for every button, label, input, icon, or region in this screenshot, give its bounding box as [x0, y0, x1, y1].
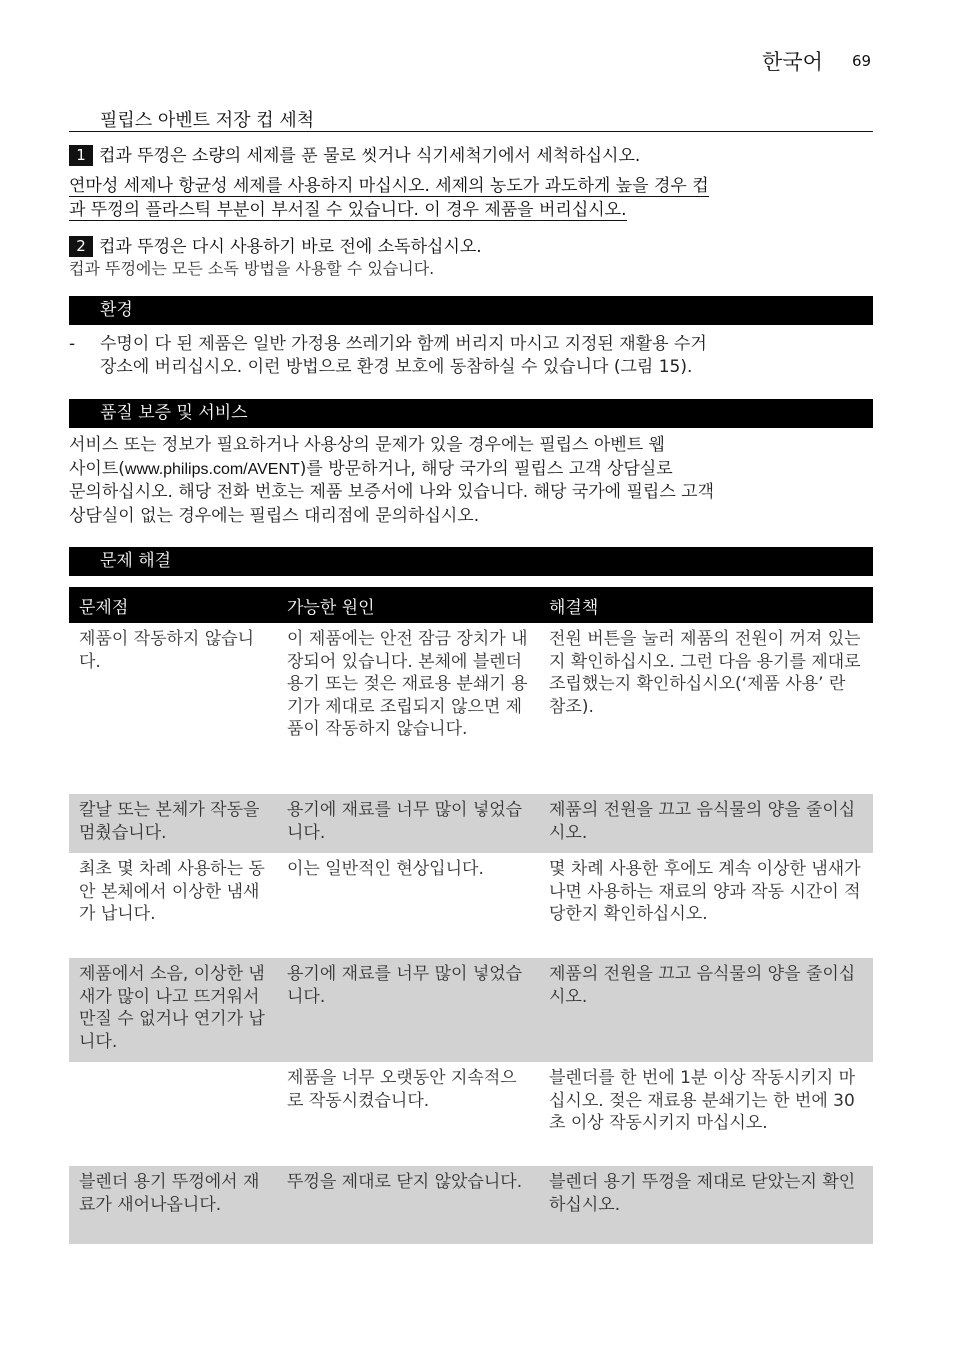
warranty-line-1: 서비스 또는 정보가 필요하거나 사용상의 문제가 있을 경우에는 필립스 아벤트 웹 — [69, 435, 665, 455]
warranty-text — [69, 434, 714, 528]
table-row — [69, 794, 873, 853]
cause-cell: 용기에 재료를 너무 많이 넣었습니다. — [277, 794, 539, 853]
problem-cell: 칼날 또는 본체가 작동을 멈췄습니다. — [69, 794, 277, 853]
warranty-line-4: 상담실이 없는 경우에는 필립스 대리점에 문의하십시오. — [69, 505, 480, 526]
cause-cell: 이는 일반적인 현상입니다. — [287, 859, 484, 879]
environment-text — [100, 333, 875, 379]
cause-cell: 제품을 너무 오랫동안 지속적으로 작동시켰습니다. — [287, 1068, 517, 1111]
step-number-badge: 2 — [69, 236, 93, 257]
warranty-section-bar — [69, 399, 873, 428]
environment-section-title: 환경 — [100, 300, 133, 320]
table-row — [69, 623, 873, 794]
solution-cell: 블렌더 용기 뚜껑을 제대로 닫았는지 확인하십시오. — [539, 1166, 873, 1244]
problem-cell: 제품에서 소음, 이상한 냄새가 많이 나고 뜨거워서 만질 수 없거나 연기가 납니다. — [69, 958, 277, 1062]
problem-cell — [69, 1062, 277, 1166]
solution-cell: 전원 버튼을 눌러 제품의 전원이 꺼져 있는지 확인하십시오. 그런 다음 용기를 제대로 조립했는지 확인하십시오(‘제품 사용’ 란 참조). — [549, 629, 861, 717]
solution-cell: 제품의 전원을 끄고 음식물의 양을 줄이십시오. — [539, 794, 873, 853]
step-2-text: 컵과 뚜껑은 다시 사용하기 바로 전에 소독하십시오. — [99, 237, 482, 257]
solution-cell: 몇 차례 사용한 후에도 계속 이상한 냄새가 나면 사용하는 재료의 양과 작동 시간이 적당한지 확인하십시오. — [549, 859, 861, 924]
section-divider — [69, 131, 873, 132]
warning-text — [69, 174, 709, 222]
cause-cell: 용기에 재료를 너무 많이 넣었습니다. — [277, 958, 539, 1062]
table-row — [69, 1062, 873, 1166]
cleaning-section-title: 필립스 아벤트 저장 컵 세척 — [100, 110, 315, 131]
warranty-line-3: 문의하십시오. 해당 전화 번호는 제품 보증서에 나와 있습니다. 해당 국가에 필립스 고객 — [69, 482, 715, 502]
step-1 — [69, 141, 640, 166]
troubleshooting-section-title: 문제 해결 — [100, 551, 172, 571]
column-header-problem: 문제점 — [69, 587, 277, 623]
bullet-dash: - — [69, 334, 76, 354]
page-number: 69 — [852, 52, 872, 70]
warning-line-1: 연마성 세제나 항균성 세제를 사용하지 마십시오. 세제의 농도가 과도하게 높을 경우 컵 — [69, 176, 709, 196]
language-label: 한국어 — [762, 50, 823, 74]
table-header-row — [69, 587, 873, 623]
table-row — [69, 958, 873, 1062]
step-number-badge: 1 — [69, 145, 93, 166]
table-row — [69, 853, 873, 958]
environment-line-1: 수명이 다 된 제품은 일반 가정용 쓰레기와 함께 버리지 마시고 지정된 재활용 수거 — [100, 334, 707, 354]
column-header-cause: 가능한 원인 — [277, 587, 539, 623]
cause-cell: 뚜껑을 제대로 닫지 않았습니다. — [277, 1166, 539, 1244]
solution-cell: 제품의 전원을 끄고 음식물의 양을 줄이십시오. — [539, 958, 873, 1062]
step-2 — [69, 232, 482, 257]
problem-cell: 최초 몇 차례 사용하는 동안 본체에서 이상한 냄새가 납니다. — [79, 859, 265, 924]
problem-cell: 블렌더 용기 뚜껑에서 재료가 새어나옵니다. — [69, 1166, 277, 1244]
environment-line-2: 장소에 버리십시오. 이런 방법으로 환경 보호에 동참하실 수 있습니다 (그림 15). — [100, 357, 693, 377]
warranty-line-2-pre: 사이트( — [69, 458, 125, 479]
step-1-text: 컵과 뚜껑은 소량의 세제를 푼 물로 씻거나 식기세척기에서 세척하십시오. — [99, 146, 641, 166]
warranty-line-2-post: )를 방문하거나, 해당 국가의 필립스 고객 상담실로 — [299, 458, 673, 479]
column-header-solution: 해결책 — [539, 587, 873, 623]
solution-cell: 블렌더를 한 번에 1분 이상 작동시키지 마십시오. 젖은 재료용 분쇄기는 한 번에 30초 이상 작동시키지 마십시오. — [549, 1068, 855, 1133]
troubleshooting-section-bar — [69, 547, 873, 576]
warning-line-2: 과 뚜껑의 플라스틱 부분이 부서질 수 있습니다. 이 경우 제품을 버리십시오. — [69, 200, 627, 220]
table-row — [69, 1166, 873, 1244]
problem-cell: 제품이 작동하지 않습니다. — [79, 629, 255, 672]
troubleshooting-table — [69, 587, 873, 1244]
environment-section-bar — [69, 296, 873, 325]
warranty-section-title: 품질 보증 및 서비스 — [100, 403, 248, 423]
sterilize-note: 컵과 뚜껑에는 모든 소독 방법을 사용할 수 있습니다. — [69, 259, 435, 278]
philips-avent-link[interactable]: www.philips.com/AVENT — [124, 460, 300, 478]
cause-cell: 이 제품에는 안전 잠금 장치가 내장되어 있습니다. 본체에 블렌더 용기 또는 젖은 재료용 분쇄기 용기가 제대로 조립되지 않으면 제품이 작동하지 않습니다. — [287, 629, 528, 739]
